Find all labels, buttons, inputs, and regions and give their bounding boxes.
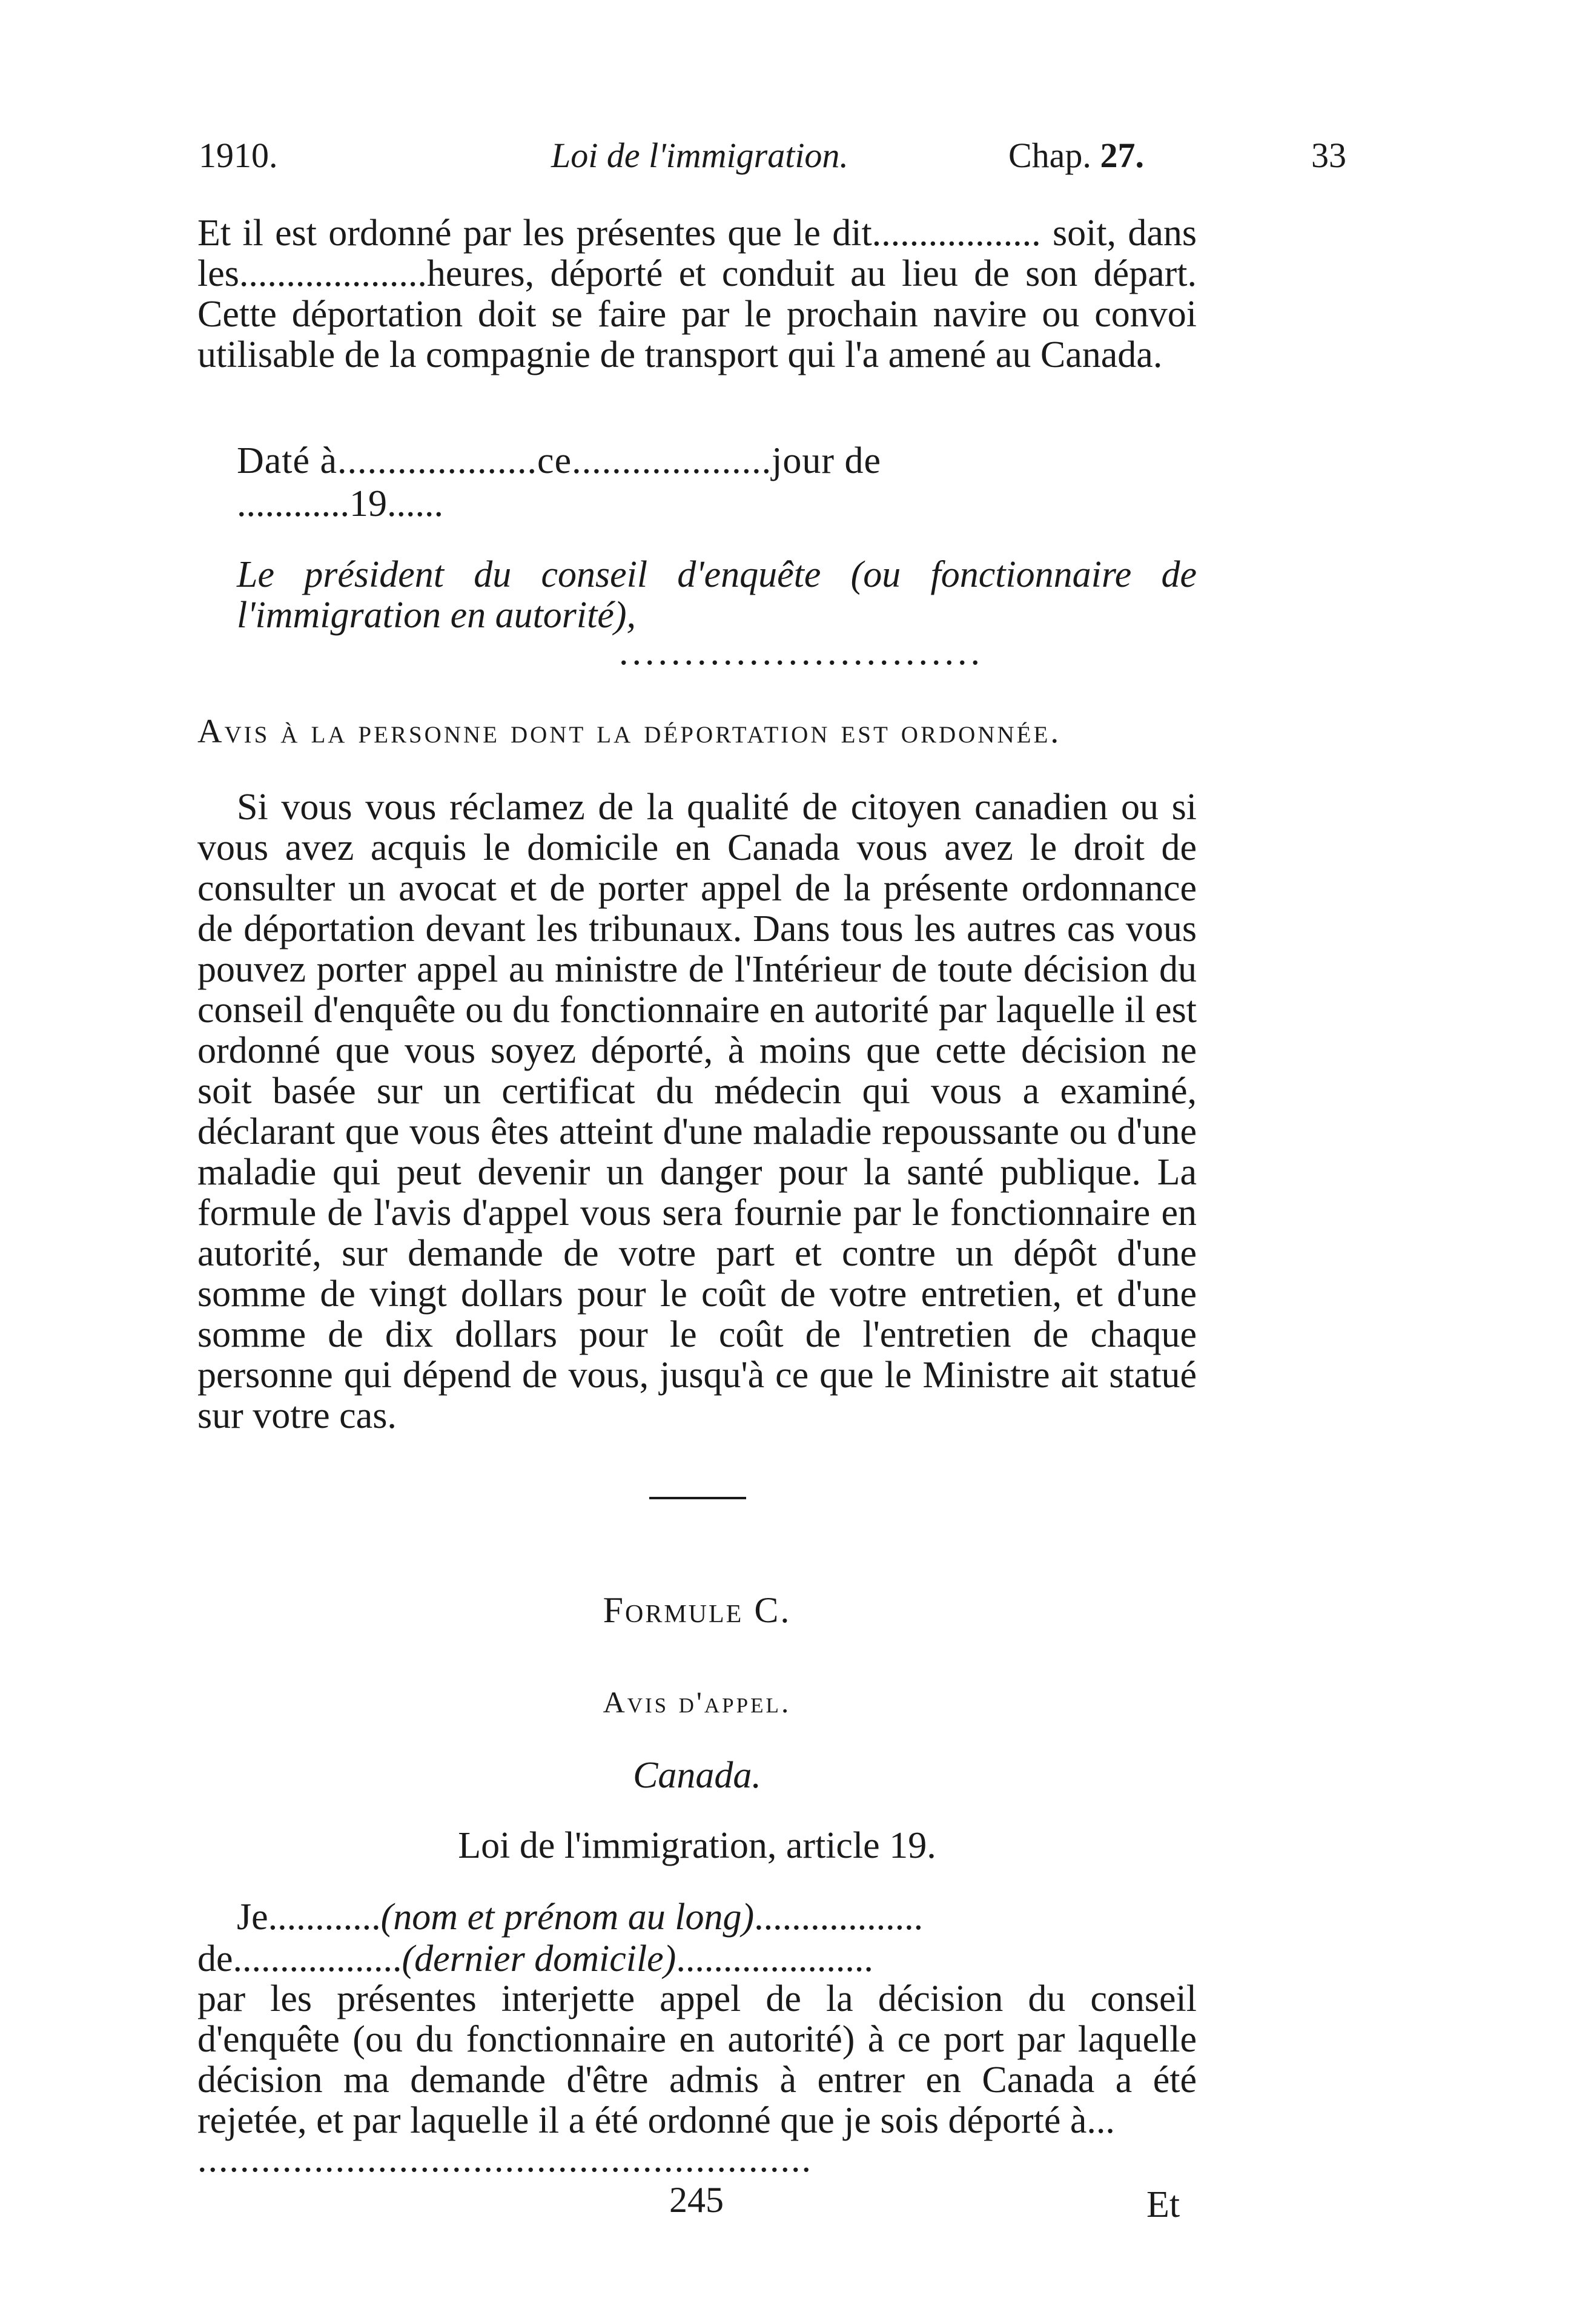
- header-chapter: [1008, 134, 1144, 177]
- header-title: Loi de l'immigration.: [551, 136, 848, 175]
- order-paragraph: Et il est ordonné par les présentes que le dit.................. soit, dans les....................heures, déporté et conduit au lieu de son départ. Cette déportation doit se faire par le prochain navire ou convoi utilisable de la compagnie de transport qui l'a amené au Canada.: [197, 213, 1197, 375]
- signature-label-block: [237, 555, 1197, 636]
- de-prefix: de..................: [197, 1938, 402, 1979]
- je-line: [237, 1897, 923, 1938]
- signature-number: 245: [669, 2180, 724, 2220]
- signature-label: Le président du conseil d'enquête (ou fonctionnaire de l'immigration en autorité),: [237, 554, 1197, 636]
- je-prefix: Je............: [237, 1897, 381, 1938]
- catchword: Et: [1146, 2184, 1180, 2225]
- dated-line-1: [237, 441, 1197, 481]
- de-hint: (dernier domicile): [402, 1938, 676, 1979]
- notice-block: [197, 787, 1197, 1436]
- form-country: Canada.: [633, 1755, 761, 1796]
- form-act: Loi de l'immigration, article 19.: [458, 1825, 936, 1866]
- dated-line-1-text: Daté à....................ce....................jour de: [237, 440, 881, 481]
- section-divider: [649, 1497, 746, 1499]
- form-subtitle: Avis d'appel.: [603, 1685, 792, 1719]
- order-block: [197, 213, 1197, 375]
- header-page-number: 33: [1311, 136, 1346, 175]
- header-chapter-prefix: Chap.: [1008, 136, 1091, 175]
- notice-heading: Avis à la personne dont la déportation est ordonnée.: [197, 713, 1062, 750]
- appeal-trailing-dots: ..........................................................: [197, 2139, 812, 2180]
- header-year: 1910.: [199, 136, 278, 175]
- de-suffix: .....................: [676, 1938, 873, 1979]
- je-suffix: ..................: [754, 1897, 924, 1938]
- form-title: Formule C.: [603, 1590, 792, 1630]
- header-chapter-number: 27.: [1100, 136, 1144, 175]
- appeal-paragraph: par les présentes interjette appel de la décision du conseil d'enquête (ou du fonctionnaire en autorité) à ce port par laquelle décision ma demande d'être admis à entrer en Canada a été rejetée, et par laquelle il a été ordonné que je sois déporté à...: [197, 1978, 1197, 2141]
- je-hint: (nom et prénom au long): [380, 1897, 755, 1938]
- signature-dots: ............................: [619, 632, 984, 673]
- de-line: [197, 1939, 873, 1979]
- appeal-block: [197, 1979, 1197, 2141]
- dated-line-2: ............19......: [237, 483, 443, 524]
- notice-paragraph: Si vous vous réclamez de la qualité de citoyen canadien ou si vous avez acquis le domicile en Canada vous avez le droit de consulter un avocat et de porter appel de la présente ordonnance de déportation devant les tribunaux. Dans tous les autres cas vous pouvez porter appel au ministre de l'Intérieur de toute décision du conseil d'enquête ou du fonctionnaire en autorité par laquelle il est ordonné que vous soyez déporté, à moins que cette décision ne soit basée sur un certificat du médecin qui vous a examiné, déclarant que vous êtes atteint d'une maladie repoussante ou d'une maladie qui peut devenir un danger pour la santé publique. La formule de l'avis d'appel vous sera fournie par le fonctionnaire en autorité, sur demande de votre part et contre un dépôt d'une somme de vingt dollars pour le coût de votre entretien, et d'une somme de dix dollars pour le coût de l'entretien de chaque personne qui dépend de vous, jusqu'à ce que le Ministre ait statué sur votre cas.: [197, 787, 1197, 1436]
